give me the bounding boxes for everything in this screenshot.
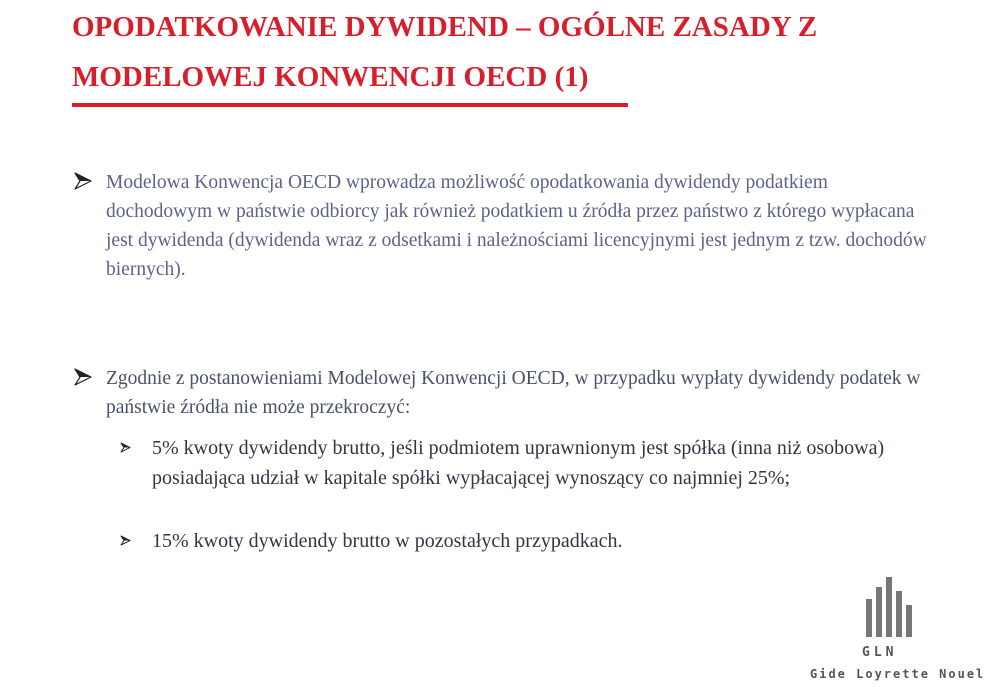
slide-title: OPODATKOWANIE DYWIDEND – OGÓLNE ZASADY Z MODELOWEJ KONWENCJI OECD (1) (72, 11, 818, 93)
logo-bars-icon (864, 577, 924, 637)
small-arrowhead-bullet-icon (120, 535, 131, 546)
arrowhead-bullet-icon (74, 172, 92, 190)
logo-mark: GLN (862, 645, 898, 660)
title-underline (72, 103, 628, 107)
arrowhead-bullet-icon (74, 368, 92, 386)
logo-firm-name: Gide Loyrette Nouel (810, 667, 985, 681)
bullet-text: Modelowa Konwencja OECD wprowadza możliwość opodatkowania dywidendy podatkiem dochodowym w państwie odbiorcy jak również podatkiem u źródła przez państwo z którego wypłacana jest dywidenda (dywidenda wraz z odsetkami i należnościami licencyjnymi jest jednym z tzw. dochodów biernych). (106, 172, 927, 280)
sub-bullet-text: 5% kwoty dywidendy brutto, jeśli podmiotem uprawnionym jest spółka (inna niż osobowa) posiadająca udział w kapitale spółki wypłacającej wynoszący co najmniej 25%; (152, 437, 885, 489)
company-logo (806, 577, 985, 685)
sub-bullet-text: 15% kwoty dywidendy brutto w pozostałych przypadkach. (152, 530, 623, 552)
bullet-text: Zgodnie z postanowieniami Modelowej Konwencji OECD, w przypadku wypłaty dywidendy podatek w państwie źródła nie może przekroczyć: (106, 368, 921, 418)
small-arrowhead-bullet-icon (120, 442, 131, 453)
